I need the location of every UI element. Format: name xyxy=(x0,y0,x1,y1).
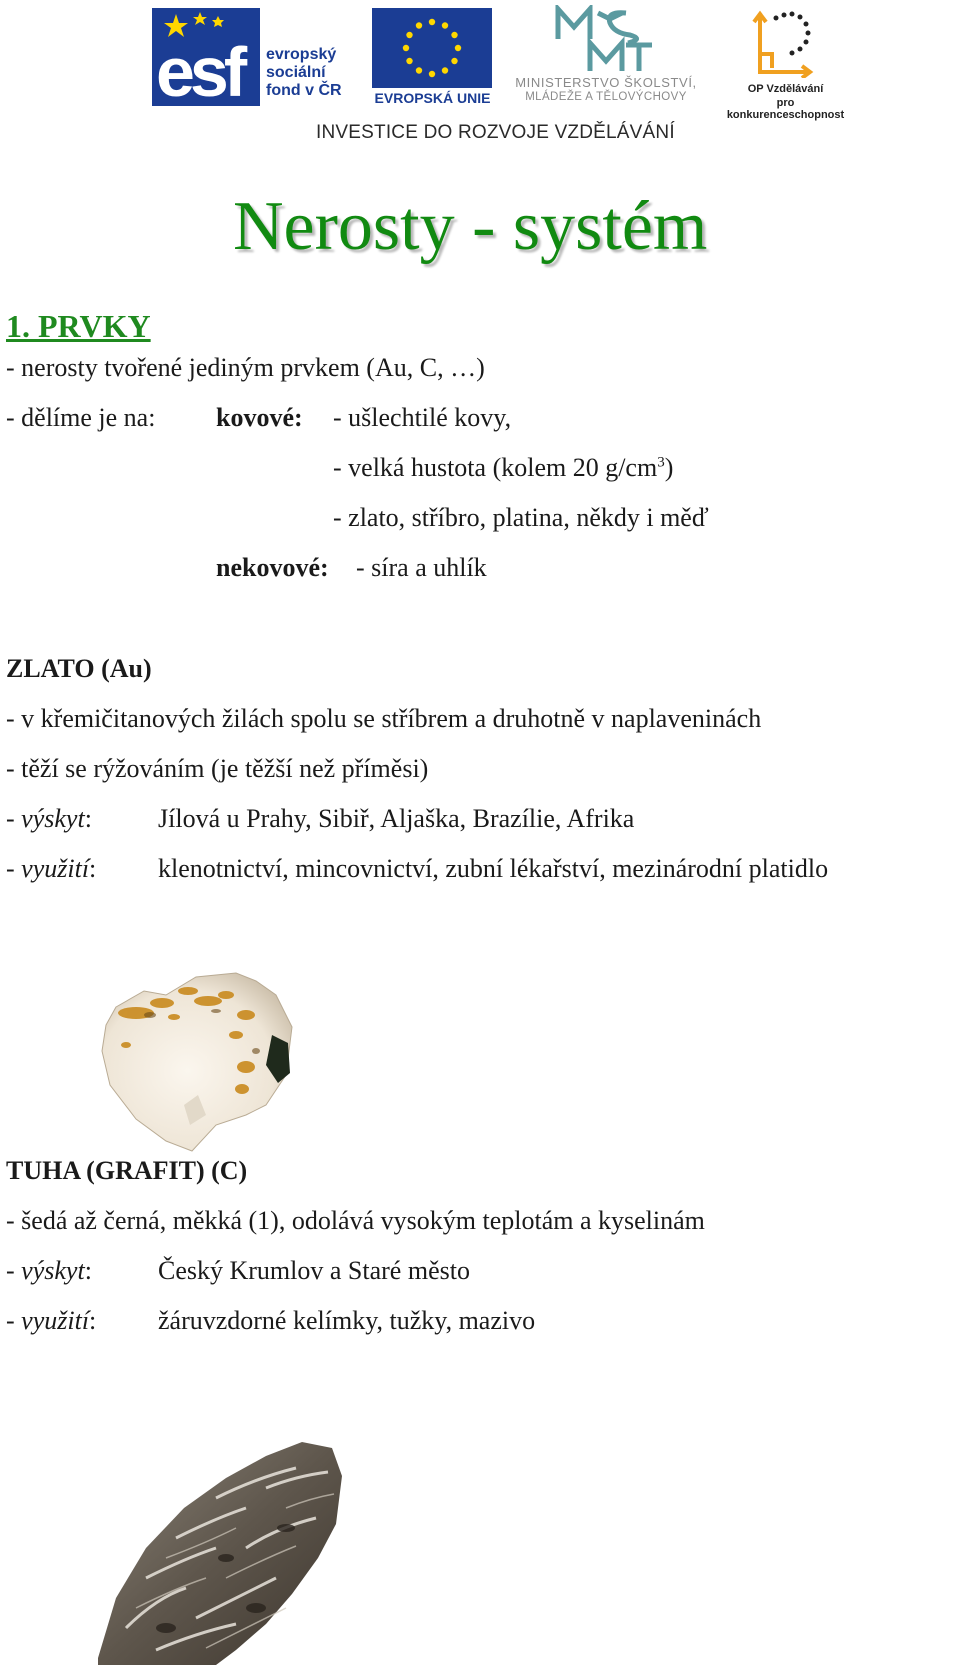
colon: : xyxy=(89,1306,97,1335)
gold-specimen-image xyxy=(96,955,296,1155)
esf-line2: sociální xyxy=(266,64,326,81)
eu-flag xyxy=(372,8,492,88)
label-tuha-vyuziti xyxy=(6,1305,96,1337)
graphite-specimen-image xyxy=(96,1428,346,1665)
colon: : xyxy=(84,1256,92,1285)
investice-tagline: INVESTICE DO ROZVOJE VZDĚLÁVÁNÍ xyxy=(316,122,675,143)
text-line-nerosty: - nerosty tvořené jediným prvkem (Au, C, …) xyxy=(6,353,485,382)
dash: - xyxy=(6,1256,22,1285)
label-zlato-vyuziti xyxy=(6,853,96,885)
heading-tuha: TUHA (GRAFIT) (C) xyxy=(6,1156,248,1185)
esf-line3: fond v ČR xyxy=(266,82,342,99)
text-kovove-item1: - ušlechtilé kovy, xyxy=(333,403,512,432)
op-line1: OP Vzdělávání xyxy=(747,83,824,95)
text-kovove-item2-a: - velká hustota (kolem 20 g/cm xyxy=(333,453,658,482)
vyuziti-label: využití xyxy=(21,1306,90,1335)
text-tuha-vyuziti: žáruvzdorné kelímky, tužky, mazivo xyxy=(158,1306,536,1335)
colon: : xyxy=(89,854,97,883)
eu-logo xyxy=(370,8,495,108)
vyuziti-label: využití xyxy=(21,854,90,883)
msmt-mark-icon xyxy=(550,5,660,73)
esf-flag xyxy=(152,8,260,111)
vyskyt-label: výskyt xyxy=(21,1256,85,1285)
eu-label: EVROPSKÁ UNIE xyxy=(374,90,491,106)
text-tuha-line1: - šedá až černá, měkká (1), odolává vysokým teplotám a kyselinám xyxy=(6,1206,705,1235)
label-tuha-vyskyt xyxy=(6,1255,92,1287)
esf-text xyxy=(266,46,342,100)
esf-logo xyxy=(152,8,362,111)
page-title: Nerosty - systém xyxy=(233,188,708,265)
op-logo xyxy=(718,8,853,121)
label-nekovove: nekovové: xyxy=(216,553,329,582)
text-tuha-vyskyt: Český Krumlov a Staré město xyxy=(158,1256,470,1285)
superscript-3: 3 xyxy=(657,454,665,471)
text-zlato-vyskyt: Jílová u Prahy, Sibiř, Aljaška, Brazílie, Afrika xyxy=(158,804,635,833)
msmt-line2: MLÁDEŽE A TĚLOVÝCHOVY xyxy=(525,91,687,103)
msmt-line1: MINISTERSTVO ŠKOLSTVÍ, xyxy=(515,75,697,90)
eu-stars-icon xyxy=(372,8,492,88)
text-zlato-line1: - v křemičitanových žilách spolu se stříbrem a druhotně v naplaveninách xyxy=(6,704,762,733)
text-kovove-item2 xyxy=(333,452,673,484)
dash: - xyxy=(6,804,22,833)
vyskyt-label: výskyt xyxy=(21,804,85,833)
msmt-logo xyxy=(502,5,710,105)
dash: - xyxy=(6,854,22,883)
colon: : xyxy=(84,804,92,833)
text-zlato-vyuziti: klenotnictví, mincovnictví, zubní lékařství, mezinárodní platidlo xyxy=(158,854,829,883)
text-nekovove-item: - síra a uhlík xyxy=(356,553,487,582)
dash: - xyxy=(6,1306,22,1335)
label-kovove: kovové: xyxy=(216,403,303,432)
label-zlato-vyskyt xyxy=(6,803,92,835)
heading-zlato: ZLATO (Au) xyxy=(6,654,152,683)
text-kovove-item2-b: ) xyxy=(664,453,674,482)
op-mark-icon xyxy=(750,8,820,78)
text-line-delime: - dělíme je na: xyxy=(6,403,156,432)
esf-line1: evropský xyxy=(266,46,337,63)
text-kovove-item3: - zlato, stříbro, platina, někdy i měď xyxy=(333,503,709,532)
section-heading-prvky: 1. PRVKY xyxy=(6,308,151,344)
text-zlato-line2: - těží se rýžováním (je těžší než příměsi) xyxy=(6,754,429,783)
op-line2: pro konkurenceschopnost xyxy=(726,97,845,121)
esf-letters: esf xyxy=(156,33,243,111)
